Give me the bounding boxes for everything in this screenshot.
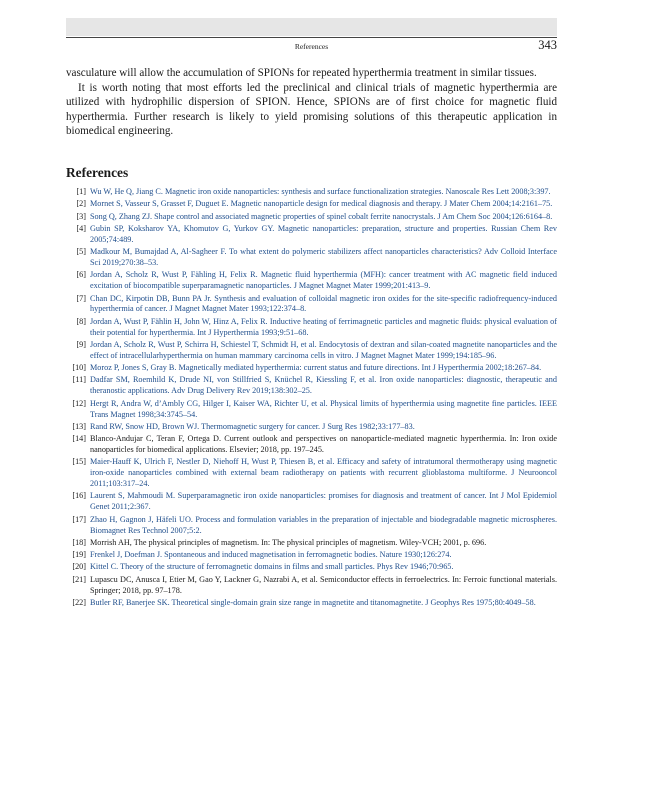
- reference-number: [12]: [72, 398, 86, 408]
- reference-item[interactable]: [66, 375, 557, 397]
- reference-item[interactable]: [66, 212, 557, 223]
- reference-item: [66, 538, 557, 549]
- reference-list: [66, 187, 557, 610]
- reference-link[interactable]: Dadfar SM, Roemhild K, Drude NI, von Stillfried S, Knüchel R, Kiessling F, et al. Iron oxide nanoparticles: diagnostic, therapeutic and theranostic applications. Adv Drug Delivery Rev 2019;138:302–25.: [90, 375, 557, 396]
- reference-number: [19]: [72, 550, 86, 560]
- reference-link[interactable]: Kittel C. Theory of the structure of ferromagnetic domains in films and small particles. Phys Rev 1946;70:965.: [90, 562, 454, 572]
- reference-link[interactable]: Gubin SP, Koksharov YA, Khomutov G, Yurkov GY. Magnetic nanoparticles: preparation, structure and properties. Russian Chem Rev 2005;74:489.: [90, 223, 557, 244]
- reference-link[interactable]: Mornet S, Vasseur S, Grasset F, Duguet E. Magnetic nanoparticle design for medical diagnosis and therapy. J Mater Chem 2004;14:2161–75.: [90, 199, 553, 209]
- reference-item[interactable]: [66, 199, 557, 210]
- reference-number: [18]: [72, 537, 86, 547]
- reference-link[interactable]: Song Q, Zhang ZJ. Shape control and associated magnetic properties of spinel cobalt ferrite nanocrystals. J Am Chem Soc 2004;126:6164–8.: [90, 211, 553, 221]
- page-number: 343: [538, 38, 557, 52]
- reference-number: [3]: [76, 211, 86, 221]
- reference-number: [14]: [72, 434, 86, 444]
- reference-number: [22]: [72, 597, 86, 607]
- reference-item[interactable]: [66, 187, 557, 198]
- reference-link[interactable]: Laurent S, Mahmoudi M. Superparamagnetic iron oxide nanoparticles: promises for diagnosis and treatment of cancer. Int J Mol Epidemiol Genet 2011;2:367.: [90, 491, 557, 512]
- reference-item[interactable]: [66, 340, 557, 362]
- body-text: [66, 66, 557, 139]
- reference-item[interactable]: [66, 363, 557, 374]
- reference-item[interactable]: [66, 457, 557, 490]
- reference-item[interactable]: [66, 515, 557, 537]
- reference-number: [13]: [72, 421, 86, 431]
- reference-link[interactable]: Wu W, He Q, Jiang C. Magnetic iron oxide nanoparticles: synthesis and surface functionalization strategies. Nanoscale Res Lett 2008;3:397.: [90, 187, 551, 196]
- reference-number: [2]: [76, 199, 86, 209]
- reference-link[interactable]: Maier-Hauff K, Ulrich F, Nestler D, Niehoff H, Wust P, Thiesen B, et al. Efficacy and safety of intratumoral thermotherapy using magnetic iron-oxide nanoparticles combined with external beam radiotherapy on patients with recurrent glioblastoma multiforme. J Neurooncol 2011;103:317–24.: [90, 457, 557, 489]
- body-paragraph: It is worth noting that most efforts led the preclinical and clinical trials of magnetic hyperthermia are utilized with hydrophilic dispersion of SPION. Hence, SPIONs are of first choice for magnetic fluid hyperthermia. Further research is likely to yield promising solutions of this therapeutic application in biomedical engineering.: [66, 81, 557, 138]
- reference-text: Morrish AH, The physical principles of magnetism. In: The physical principles of magnetism. Wiley-VCH; 2001, p. 696.: [90, 537, 487, 547]
- reference-number: [10]: [72, 363, 86, 373]
- reference-item[interactable]: [66, 562, 557, 573]
- reference-number: [8]: [76, 316, 86, 326]
- reference-item[interactable]: [66, 422, 557, 433]
- reference-number: [4]: [76, 223, 86, 233]
- running-title: References: [294, 42, 329, 51]
- reference-item[interactable]: [66, 550, 557, 561]
- reference-link[interactable]: Jordan A, Scholz R, Wust P, Fähling H, Felix R. Magnetic fluid hyperthermia (MFH): cancer treatment with AC magnetic field induced excitation of biocompatible superparamagnetic nanoparticles. J Magnet Magnet Mater 1999;201:413–9.: [90, 270, 557, 291]
- reference-number: [6]: [76, 270, 86, 280]
- reference-number: [5]: [76, 247, 86, 257]
- body-paragraph: vasculature will allow the accumulation of SPIONs for repeated hyperthermia treatment in similar tissues.: [66, 67, 537, 79]
- reference-item: [66, 575, 557, 597]
- reference-number: [17]: [72, 514, 86, 524]
- reference-link[interactable]: Hergt R, Andra W, d’Ambly CG, Hilger I, Kaiser WA, Richter U, et al. Physical limits of hyperthermia using magnetite fine particles. IEEE Trans Magnet 1998;34:3745–54.: [90, 398, 557, 419]
- reference-link[interactable]: Jordan A, Scholz R, Wust P, Schirra H, Schiestel T, Schmidt H, et al. Endocytosis of dextran and silan-coated magnetite nanoparticles and the effect of intracellularhyperthermia on human mammary carcinoma cells in vitro. J Magnet Magnet Mater 1999;194:185–96.: [90, 339, 557, 360]
- reference-link[interactable]: Rand RW, Snow HD, Brown WJ. Thermomagnetic surgery for cancer. J Surg Res 1982;33:177–83.: [90, 421, 415, 431]
- reference-link[interactable]: Frenkel J, Doefman J. Spontaneous and induced magnetisation in ferromagnetic bodies. Nature 1930;126:274.: [90, 550, 452, 560]
- reference-number: [20]: [72, 562, 86, 572]
- reference-item[interactable]: [66, 294, 557, 316]
- reference-link[interactable]: Moroz P, Jones S, Gray B. Magnetically mediated hyperthermia: current status and future directions. Int J Hyperthermia 2002;18:267–84.: [90, 363, 542, 373]
- reference-link[interactable]: Butler RF, Banerjee SK. Theoretical single-domain grain size range in magnetite and titanomagnetite. J Geophys Res 1975;80:4049–58.: [90, 597, 536, 607]
- reference-number: [7]: [76, 293, 86, 303]
- running-header: [66, 37, 557, 54]
- reference-item[interactable]: [66, 598, 557, 609]
- reference-link[interactable]: Madkour M, Bumajdad A, Al-Sagheer F. To what extent do polymeric stabilizers affect nanoparticles characteristics? Adv Colloid Interface Sci 2019;270:38–53.: [90, 247, 557, 267]
- references-heading: References: [66, 165, 129, 180]
- reference-number: [9]: [76, 339, 86, 349]
- reference-item[interactable]: [66, 491, 557, 513]
- reference-text: Blanco-Andujar C, Teran F, Ortega D. Current outlook and perspectives on nanoparticle-mediated magnetic hyperthermia. In: Iron oxide nanoparticles for biomedical applications. Elsevier; 2018, pp. 197–245.: [90, 434, 557, 455]
- reference-item[interactable]: [66, 224, 557, 246]
- top-gray-band: [66, 18, 557, 36]
- reference-number: [16]: [72, 491, 86, 501]
- reference-item[interactable]: [66, 317, 557, 339]
- reference-link[interactable]: Chan DC, Kirpotin DB, Bunn PA Jr. Synthesis and evaluation of colloidal magnetic iron oxides for the site-specific radiofrequency-induced hyperthermia of cancer. J Magnet Magnet Mater 1993;122:374–8.: [90, 293, 557, 314]
- reference-link[interactable]: Zhao H, Gagnon J, Häfeli UO. Process and formulation variables in the preparation of injectable and biodegradable magnetic microspheres. Biomagnet Res Technol 2007;5:2.: [90, 514, 557, 535]
- reference-item[interactable]: [66, 399, 557, 421]
- reference-text: Lupascu DC, Anusca I, Etier M, Gao Y, Lackner G, Nazrabi A, et al. Semiconductor effects in ferroelectrics. In: Ferroic functional materials. Springer; 2018, pp. 97–178.: [90, 574, 557, 595]
- reference-number: [11]: [72, 375, 86, 385]
- reference-item[interactable]: [66, 270, 557, 292]
- reference-link[interactable]: Jordan A, Wust P, Fählin H, John W, Hinz A, Felix R. Inductive heating of ferrimagnetic particles and magnetic fluids: physical evaluation of their potential for hyperthermia. Int J Hyperthermia 1993;9:51–68.: [90, 316, 557, 337]
- reference-number: [21]: [72, 574, 86, 584]
- reference-number: [1]: [76, 187, 86, 196]
- reference-item: [66, 434, 557, 456]
- reference-item[interactable]: [66, 247, 557, 269]
- reference-number: [15]: [72, 457, 86, 467]
